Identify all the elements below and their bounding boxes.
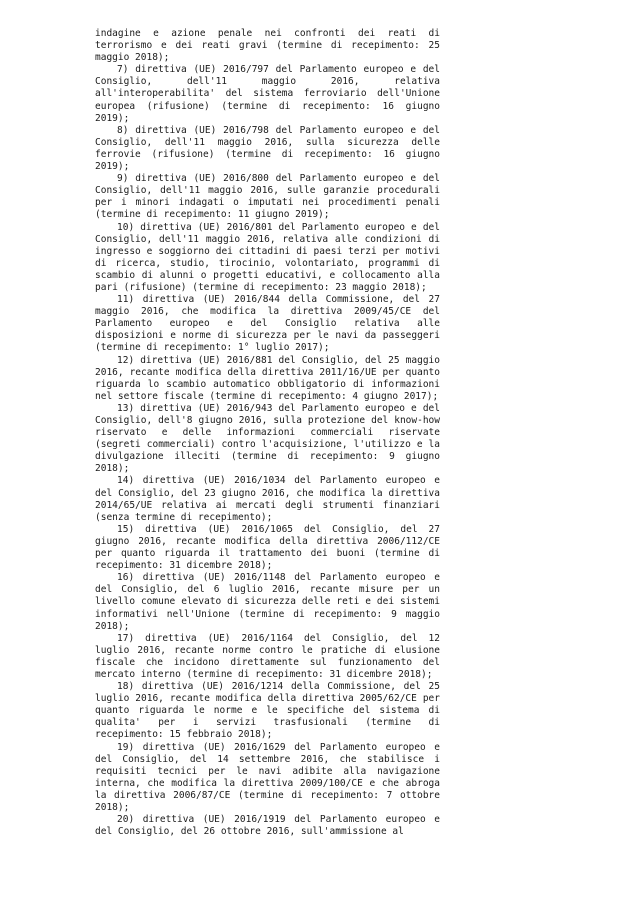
list-item-19: 19) direttiva (UE) 2016/1629 del Parlamento europeo e del Consiglio, del 14 settembre 2016, che stabilisce i requisiti tecnici per le navi adibite alla navigazione interna, che modifica la direttiva 2009/100/CE e che abroga la direttiva 2006/87/CE (termine di recepimento: 7 ottobre 2018); <box>95 741 440 813</box>
continuation-paragraph: indagine e azione penale nei confronti dei reati di terrorismo e dei reati gravi (termine di recepimento: 25 maggio 2018); <box>95 28 440 64</box>
list-item-8: 8) direttiva (UE) 2016/798 del Parlamento europeo e del Consiglio, dell'11 maggio 2016, sulla sicurezza delle ferrovie (rifusione) (termine di recepimento: 16 giugno 2019); <box>95 124 440 173</box>
document-body <box>95 28 440 838</box>
list-item-15: 15) direttiva (UE) 2016/1065 del Consiglio, del 27 giugno 2016, recante modifica della direttiva 2006/112/CE per quanto riguarda il trattamento dei buoni (termine di recepimento: 31 dicembre 2018); <box>95 523 440 572</box>
list-item-17: 17) direttiva (UE) 2016/1164 del Consiglio, del 12 luglio 2016, recante norme contro le pratiche di elusione fiscale che incidono direttamente sul funzionamento del mercato interno (termine di recepimento: 31 dicembre 2018); <box>95 632 440 680</box>
list-item-12: 12) direttiva (UE) 2016/881 del Consiglio, del 25 maggio 2016, recante modifica della direttiva 2011/16/UE per quanto riguarda lo scambio automatico obbligatorio di informazioni nel settore fiscale (termine di recepimento: 4 giugno 2017); <box>95 354 440 402</box>
list-item-18: 18) direttiva (UE) 2016/1214 della Commissione, del 25 luglio 2016, recante modifica della direttiva 2005/62/CE per quanto riguarda le norme e le specifiche del sistema di qualita' per i servizi trasfusionali (termine di recepimento: 15 febbraio 2018); <box>95 681 440 741</box>
list-item-16: 16) direttiva (UE) 2016/1148 del Parlamento europeo e del Consiglio, del 6 luglio 2016, recante misure per un livello comune elevato di sicurezza delle reti e dei sistemi informativi nell'Unione (termine di recepimento: 9 maggio 2018); <box>95 572 440 632</box>
list-item-20: 20) direttiva (UE) 2016/1919 del Parlamento europeo e del Consiglio, del 26 ottobre 2016, sull'ammissione al <box>95 814 440 838</box>
list-item-7: 7) direttiva (UE) 2016/797 del Parlamento europeo e del Consiglio, dell'11 maggio 2016, relativa all'interoperabilita' del sistema ferroviario dell'Unione europea (rifusione) (termine di recepimento: 16 giugno 2019); <box>95 64 440 124</box>
list-item-10: 10) direttiva (UE) 2016/801 del Parlamento europeo e del Consiglio, dell'11 maggio 2016, relativa alle condizioni di ingresso e soggiorno dei cittadini di paesi terzi per motivi di ricerca, studio, tirocinio, volontariato, programmi di scambio di alunni o progetti educativi, e collocamento alla pari (rifusione) (termine di recepimento: 23 maggio 2018); <box>95 221 440 293</box>
list-item-9: 9) direttiva (UE) 2016/800 del Parlamento europeo e del Consiglio, dell'11 maggio 2016, sulle garanzie procedurali per i minori indagati o imputati nei procedimenti penali (termine di recepimento: 11 giugno 2019); <box>95 173 440 221</box>
list-item-11: 11) direttiva (UE) 2016/844 della Commissione, del 27 maggio 2016, che modifica la direttiva 2009/45/CE del Parlamento europeo e del Consiglio relativa alle disposizioni e norme di sicurezza per le navi da passeggeri (termine di recepimento: 1° luglio 2017); <box>95 294 440 354</box>
list-item-14: 14) direttiva (UE) 2016/1034 del Parlamento europeo e del Consiglio, del 23 giugno 2016, che modifica la direttiva 2014/65/UE relativa ai mercati degli strumenti finanziari (senza termine di recepimento); <box>95 475 440 523</box>
list-item-13: 13) direttiva (UE) 2016/943 del Parlamento europeo e del Consiglio, dell'8 giugno 2016, sulla protezione del know-how riservato e delle informazioni commerciali riservate (segreti commerciali) contro l'acquisizione, l'utilizzo e la divulgazione illeciti (termine di recepimento: 9 giugno 2018); <box>95 402 440 475</box>
